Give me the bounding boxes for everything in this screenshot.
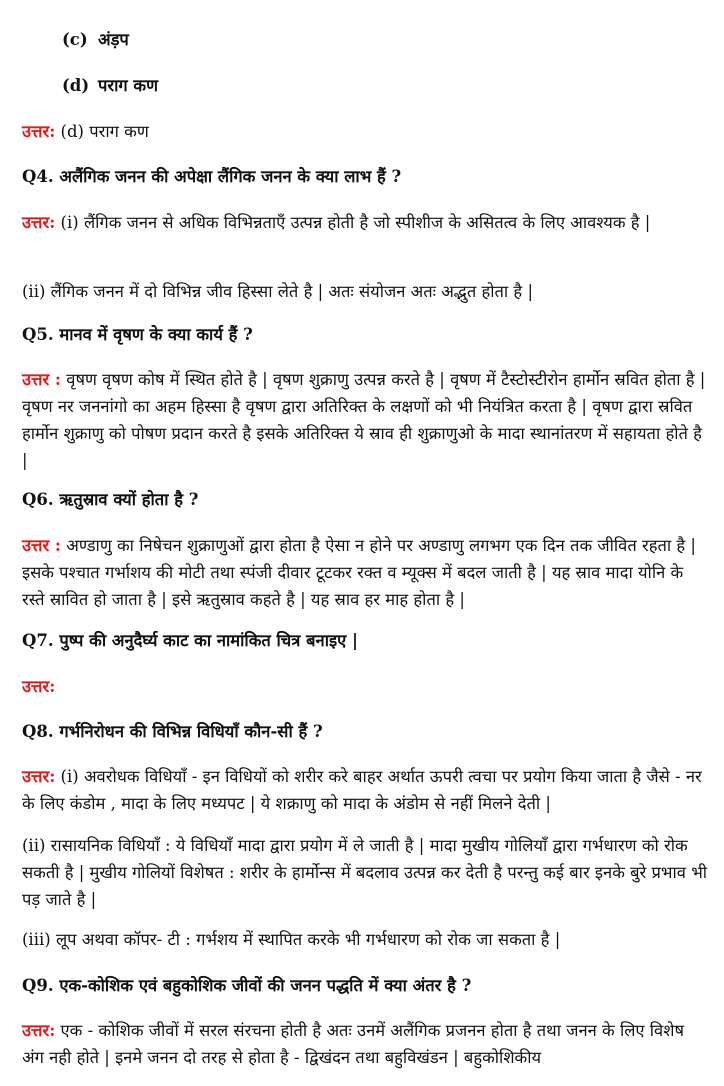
q7-answer (22, 673, 708, 700)
answer-text: (i) अवरोधक विधियाँ - इन विधियों को शरीर करे बाहर अर्थात ऊपरी त्वचा पर प्रयोग किया जाता है जैसे - नर के लिए कंडोम , मादा के लिए मध्यपट | ये शक्राणु को मादा के अंडोम से नहीं मिलने देती | (22, 767, 702, 813)
option-d (62, 72, 708, 99)
q5-question: Q5. मानव में वृषण के क्या कार्य हैं ? (22, 325, 253, 344)
answer-label: उत्तर : (22, 536, 62, 555)
answer-label: उत्तर: (22, 1021, 56, 1040)
option-tag: (d) (62, 76, 90, 95)
answer-text: (i) लैंगिक जनन से अधिक विभिन्नताएँ उत्पन्न होती है जो स्पीशीज के असितत्व के लिए आवश्यक है | (60, 213, 651, 232)
q8-answer-2: (ii) रासायनिक विधियाँ : ये विधियाँ मादा द्वारा प्रयोग में ले जाती है | मादा मुखीय गोलियाँ द्वारा गर्भधारण को रोक सकती है | मुखीय गोलियों विशेषत : शरीर के हार्मोन्स में बदलाव उत्पन्न कर देती है परन्तु कई बार इनके बुरे प्रभाव भी पड़ जाते है | (22, 836, 708, 909)
answer-text: वृषण वृषण कोष में स्थित होते है | वृषण शुक्राणु उत्पन्न करते है | वृषण में टैस्टोस्टीरोन हार्मोन स्रवित होता है | वृषण नर जननांगो का अहम हिस्सा है वृषण द्वारा अतिरिक्त के लक्षणों को भी नियंत्रित करता है | वृषण द्वारा स्रवित हार्मोन शुक्राणु को पोषण प्रदान करते है इसके अतिरिक्त ये स्राव ही शुक्राणुओ के मादा स्थानांतरण में सहायता होते है | (22, 370, 706, 470)
q4-question: Q4. अलैंगिक जनन की अपेक्षा लैंगिक जनन के क्या लाभ हैं ? (22, 167, 402, 186)
q8-answer-3: (iii) लूप अथवा कॉपर- टी : गर्भशय में स्थापित करके भी गर्भधारण को रोक जा सकता है | (22, 930, 561, 949)
q9-question: Q9. एक-कोशिक एवं बहुकोशिक जीवों की जनन पद्धति में क्या अंतर है ? (22, 976, 472, 995)
q3-answer (22, 118, 708, 145)
option-tag: (c) (62, 30, 88, 49)
q6-answer (22, 532, 708, 613)
answer-text: अण्डाणु का निषेचन शुक्राणुओं द्वारा होता है ऐसा न होने पर अण्डाणु लगभग एक दिन तक जीवित रहता है | इसके पश्चात गर्भाशय की मोटी तथा स्पंजी दीवार टूटकर रक्त व म्यूक्स में बदल जाती है | यह स्राव मादा योनि के रस्ते स्रावित हो जाता है | इसे ऋतुस्राव कहते है | यह स्राव हर माह होता है | (22, 536, 696, 609)
option-text: पराग कण (98, 76, 159, 95)
q7-question: Q7. पुष्प की अनुदैर्घ्य काट का नामांकित चित्र बनाइए | (22, 631, 358, 650)
answer-label: उत्तर: (22, 767, 56, 786)
answer-label: उत्तर: (22, 677, 56, 696)
q5-answer (22, 366, 708, 474)
q8-question: Q8. गर्भनिरोधन की विभिन्न विधियाँ कौन-सी हैं ? (22, 722, 323, 741)
q8-answer-1 (22, 763, 708, 817)
answer-label: उत्तर: (22, 213, 56, 232)
answer-label: उत्तर: (22, 122, 56, 141)
answer-text: एक - कोशिक जीवों में सरल संरचना होती है अतः उनमें अलैंगिक प्रजनन होता है तथा जनन के लिए विशेष अंग नही होते | इनमे जनन दो तरह से होता है - द्विखंदन तथा बहुविखंडन | बहुकोशिकीय (22, 1021, 684, 1067)
option-text: अंड़प (98, 30, 129, 49)
answer-label: उत्तर : (22, 370, 62, 389)
answer-text: (d) पराग कण (60, 122, 149, 141)
option-c (62, 26, 708, 53)
q4-answer-1 (22, 209, 708, 236)
q6-question: Q6. ऋतुस्राव क्यों होता है ? (22, 490, 199, 509)
q9-answer (22, 1017, 708, 1071)
q4-answer-2: (ii) लैंगिक जनन में दो विभिन्न जीव हिस्सा लेते है | अतः संयोजन अतः अद्भुत होता है | (22, 282, 533, 301)
